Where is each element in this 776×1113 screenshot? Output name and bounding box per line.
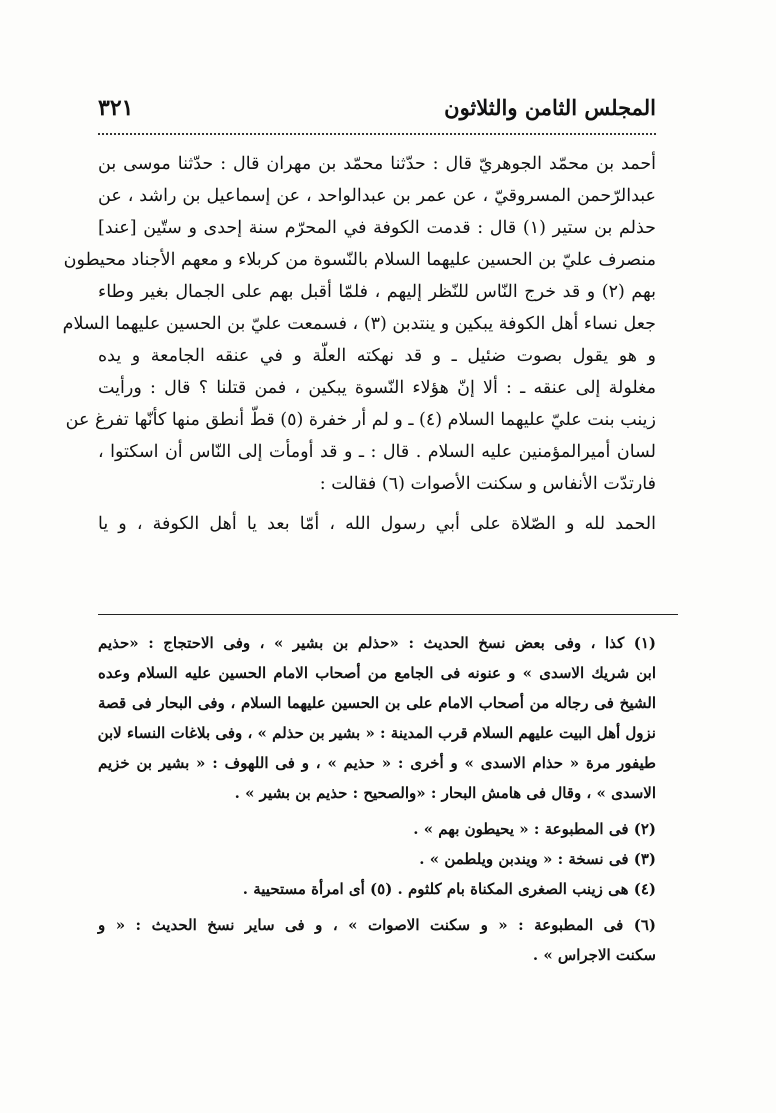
footnote-separator — [98, 614, 678, 615]
body-line: عبدالرّحمن المسروقيّ ، عن عمر بن عبدالواحد ، عن إسماعيل بن راشد ، عن — [98, 186, 656, 206]
body-line: فارتدّت الأنفاس و سكنت الأصوات (٦) فقالت : — [319, 474, 656, 494]
footnote-line: الشيخ فى رجاله من أصحاب الامام على بن الحسين عليهما السلام ، وفى البحار فى قصة — [98, 694, 656, 712]
footnote-line: سكنت الاجراس » . — [532, 946, 656, 964]
footnote-line: (٤) هى زينب الصغرى المكناة بام كلثوم . (٥) أى امرأة مستحيية . — [242, 880, 656, 898]
footnote-line: (٣) فى نسخة : « ويندبن ويلطمن » . — [419, 850, 656, 868]
footnote-line: طيفور مرة « حذام الاسدى » و أخرى : « حذيم » ، و فى اللهوف : « بشير بن خزيم — [98, 754, 656, 772]
main-text — [62, 148, 656, 540]
footnote-line: (٢) فى المطبوعة : « يحيطون بهم » . — [413, 820, 656, 838]
footnotes — [98, 628, 656, 970]
body-line: مغلولة إلى عنقه ـ : ألا إنّ هؤلاء النّسوة يبكين ، فمن قتلنا ؟ قال : ورأيت — [98, 378, 656, 398]
footnote-line: الاسدى » ، وقال فى هامش البحار : «والصحيح : حذيم بن بشير » . — [234, 784, 656, 802]
body-line: الحمد لله و الصّلاة على أبي رسول الله ، أمّا بعد يا أهل الكوفة ، و يا — [98, 514, 656, 534]
body-line: زينب بنت عليّ عليهما السلام (٤) ـ و لم أر خفرة (٥) قطّ أنطق منها كأنّها تفرغ عن — [65, 410, 656, 430]
footnote-line: ابن شريك الاسدى » و عنونه فى الجامع من أصحاب الامام الحسين عليه السلام وعده — [98, 664, 656, 682]
footnote-line: (٦) فى المطبوعة : « و سكنت الاصوات » ، و فى ساير نسخ الحديث : « و — [98, 916, 656, 934]
body-line: حذلم بن ستير (١) قال : قدمت الكوفة في المحرّم سنة إحدى و ستّين [عند] — [98, 218, 656, 238]
body-line: بهم (٢) و قد خرج النّاس للنّظر إليهم ، فلمّا أقبل بهم على الجمال بغير وطاء — [98, 282, 656, 302]
page-number: ٣٢١ — [98, 95, 134, 121]
body-line: جعل نساء أهل الكوفة يبكين و ينتدبن (٣) ، فسمعت عليّ بن الحسين عليهما السلام — [62, 314, 656, 334]
body-line: أحمد بن محمّد الجوهريّ قال : حدّثنا محمّد بن مهران قال : حدّثنا موسى بن — [98, 154, 656, 174]
running-head: المجلس الثامن والثلاثون — [444, 95, 656, 120]
body-line: لسان أميرالمؤمنين عليه السلام . قال : ـ و قد أومأت إلى النّاس أن اسكتوا ، — [98, 442, 656, 462]
footnote-line: نزول أهل البيت عليهم السلام قرب المدينة : « بشير بن حذلم » ، وفى بلاغات النساء لابن — [97, 724, 656, 742]
page-header — [98, 93, 656, 129]
body-line: منصرف عليّ بن الحسين عليهما السلام بالنّسوة من كربلاء و معهم الأجناد محيطون — [63, 250, 656, 270]
header-dotted-rule — [98, 133, 656, 135]
body-line: و هو يقول بصوت ضئيل ـ و قد نهكته العلّة و في عنقه الجامعة و يده — [98, 346, 656, 366]
footnote-line: (١) كذا ، وفى بعض نسخ الحديث : «حذلم بن بشير » ، وفى الاحتجاج : «حذيم — [98, 634, 656, 652]
